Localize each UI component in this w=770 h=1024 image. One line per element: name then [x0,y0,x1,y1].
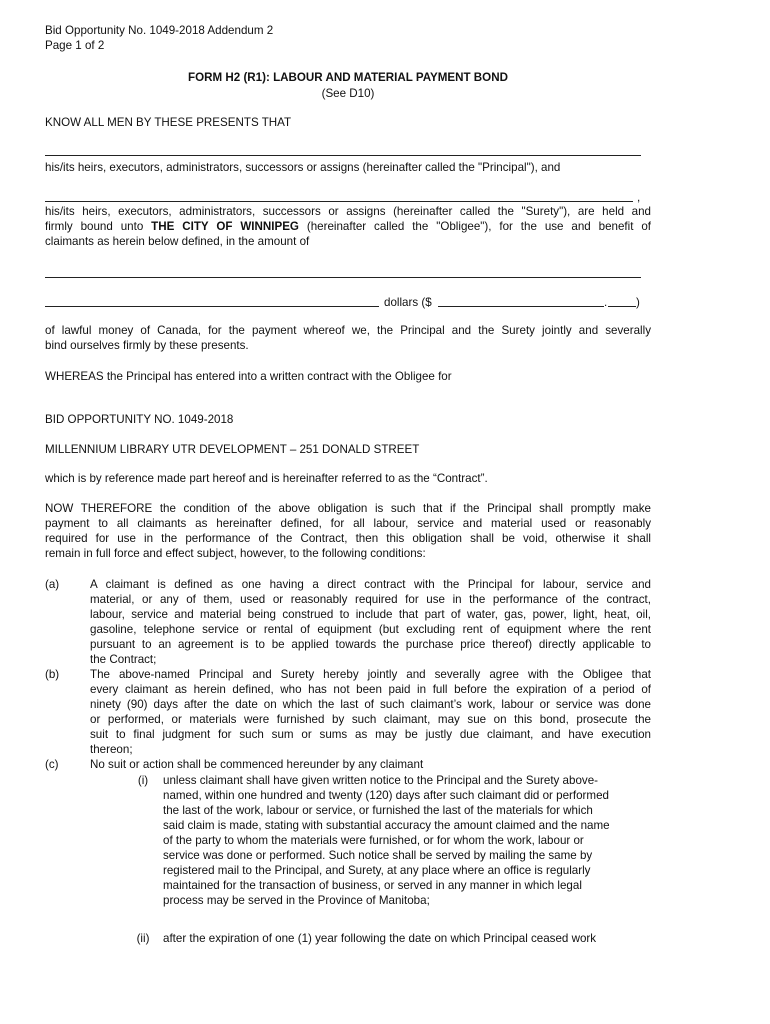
know-all-men-line: KNOW ALL MEN BY THESE PRESENTS THAT [45,116,292,129]
city-of-winnipeg: THE CITY OF WINNIPEG [151,220,299,233]
dollars-decimal-point: . [604,296,608,309]
condition-a-line: labour, service and material being construed to include that part of water, gas, power, light, heat, oil, [90,608,651,621]
condition-b-line: ninety (90) days after the date on which the last of such claimant’s work, labour or service was done [90,698,651,711]
surety-name-blank[interactable] [45,201,633,202]
condition-a-line: the Contract; [90,653,157,666]
now-line-1: NOW THEREFORE the condition of the above obligation is such that if the Principal shall promptly make [45,502,651,515]
condition-c-ii-line: after the expiration of one (1) year following the date on which Principal ceased work [163,932,597,945]
condition-a-text [90,577,651,667]
condition-c-label: (c) [45,758,59,771]
condition-c-i-line: unless claimant shall have given written notice to the Principal and the Surety above- [163,774,599,787]
condition-c-i-text [163,773,651,908]
now-line-3: required for use in the performance of the Contract, then this obligation shall be void, otherwise it shall [45,532,651,545]
form-subtitle: (See D10) [321,87,375,100]
lawful-money-paragraph [45,323,651,353]
bid-opportunity-header: Bid Opportunity No. 1049-2018 Addendum 2 [45,24,274,37]
now-line-2: payment to all claimants as hereinafter defined, for all labour, service and material used or reasonably [45,517,651,530]
contract-reference: which is by reference made part hereof and is hereinafter referred to as the “Contract”. [45,472,488,485]
lawful-line-1: of lawful money of Canada, for the payment whereof we, the Principal and the Surety jointly and severally [45,324,651,337]
condition-a-line: pursuant to an agreement is to be applied towards the purchase price thereof) directly applicable to [90,638,651,651]
condition-a-label: (a) [45,578,60,591]
condition-a-line: gasoline, telephone service or rental of equipment (but excluding rent of equipment where the rent [90,623,651,636]
page-number: Page 1 of 2 [45,39,105,52]
condition-c-i-label: (i) [137,774,149,787]
condition-b-line: suit to final judgment for such sum or sums as may be justly due claimant, and have execution [90,728,651,741]
surety-paragraph [45,204,651,249]
principal-name-blank[interactable] [45,155,641,156]
surety-line-3: claimants as herein below defined, in the amount of [45,235,310,248]
form-title: FORM H2 (R1): LABOUR AND MATERIAL PAYMENT BOND [188,71,508,84]
condition-c-i-line: the last of the work, labour or service, or furnished the last of the materials for which [163,804,593,817]
now-therefore-paragraph [45,501,651,561]
condition-c-i-line: process may be served in the Province of Manitoba; [163,894,430,907]
condition-b-label: (b) [45,668,60,681]
condition-c-i-line: said claim is made, stating with substantial accuracy the amount claimed and the name [163,819,610,832]
condition-b-line: every claimant as herein defined, who has not been paid in full before the expiration of a period of [90,683,651,696]
amount-words-blank-2[interactable] [45,306,379,307]
condition-b-line: or performed, or materials were furnished by such claimant, may sue on this bond, prosecute the [90,713,651,726]
condition-c-i-line: named, within one hundred and twenty (120) days after such claimant did or performed [163,789,609,802]
dollars-label: dollars ($ [384,296,432,309]
condition-c-i-line: registered mail to the Principal, and Surety, at any place where an office is regularly [163,864,591,877]
condition-c-ii-text [163,931,651,946]
condition-b-line: thereon; [90,743,133,756]
amount-cents-blank[interactable] [608,306,636,307]
condition-c-i-line: service was done or performed. Such notice shall be served by mailing the same by [163,849,593,862]
condition-c-i-line: maintained for the transaction of business, or served in any manner in which legal [163,879,582,892]
condition-b-line: The above-named Principal and Surety hereby jointly and severally agree with the Obligee that [90,668,651,681]
project-name: MILLENNIUM LIBRARY UTR DEVELOPMENT – 251 DONALD STREET [45,443,420,456]
condition-a-line: material, or any of them, used or reasonably required for use in the performance of the contract, [90,593,651,606]
principal-definition: his/its heirs, executors, administrators, successors or assigns (hereinafter called the "Principal"), and [45,161,561,174]
amount-words-blank[interactable] [45,277,641,278]
surety-line-1: his/its heirs, executors, administrators, successors or assigns (hereinafter called the "Surety"), are held and [45,205,651,218]
surety-line-2-a: firmly bound unto [45,220,152,233]
condition-b-text [90,667,651,757]
now-line-4: remain in full force and effect subject, however, to the following conditions: [45,547,426,560]
bid-opportunity-number: BID OPPORTUNITY NO. 1049-2018 [45,413,234,426]
surety-line-2 [45,219,651,234]
condition-a-line: A claimant is defined as one having a direct contract with the Principal for labour, service and [90,578,651,591]
dollars-close-paren: ) [636,296,640,309]
condition-c-ii-label: (ii) [136,932,150,945]
condition-c-i-line: of the party to whom the materials were furnished, or for whom the work, labour or [163,834,584,847]
amount-dollars-blank[interactable] [438,306,604,307]
condition-c-text: No suit or action shall be commenced hereunder by any claimant [90,758,424,771]
surety-comma: , [637,191,641,204]
whereas-line: WHEREAS the Principal has entered into a written contract with the Obligee for [45,370,452,383]
lawful-line-2: bind ourselves firmly by these presents. [45,339,249,352]
surety-line-2-c: (hereinafter called the "Obligee"), for the use and benefit of [298,220,652,233]
